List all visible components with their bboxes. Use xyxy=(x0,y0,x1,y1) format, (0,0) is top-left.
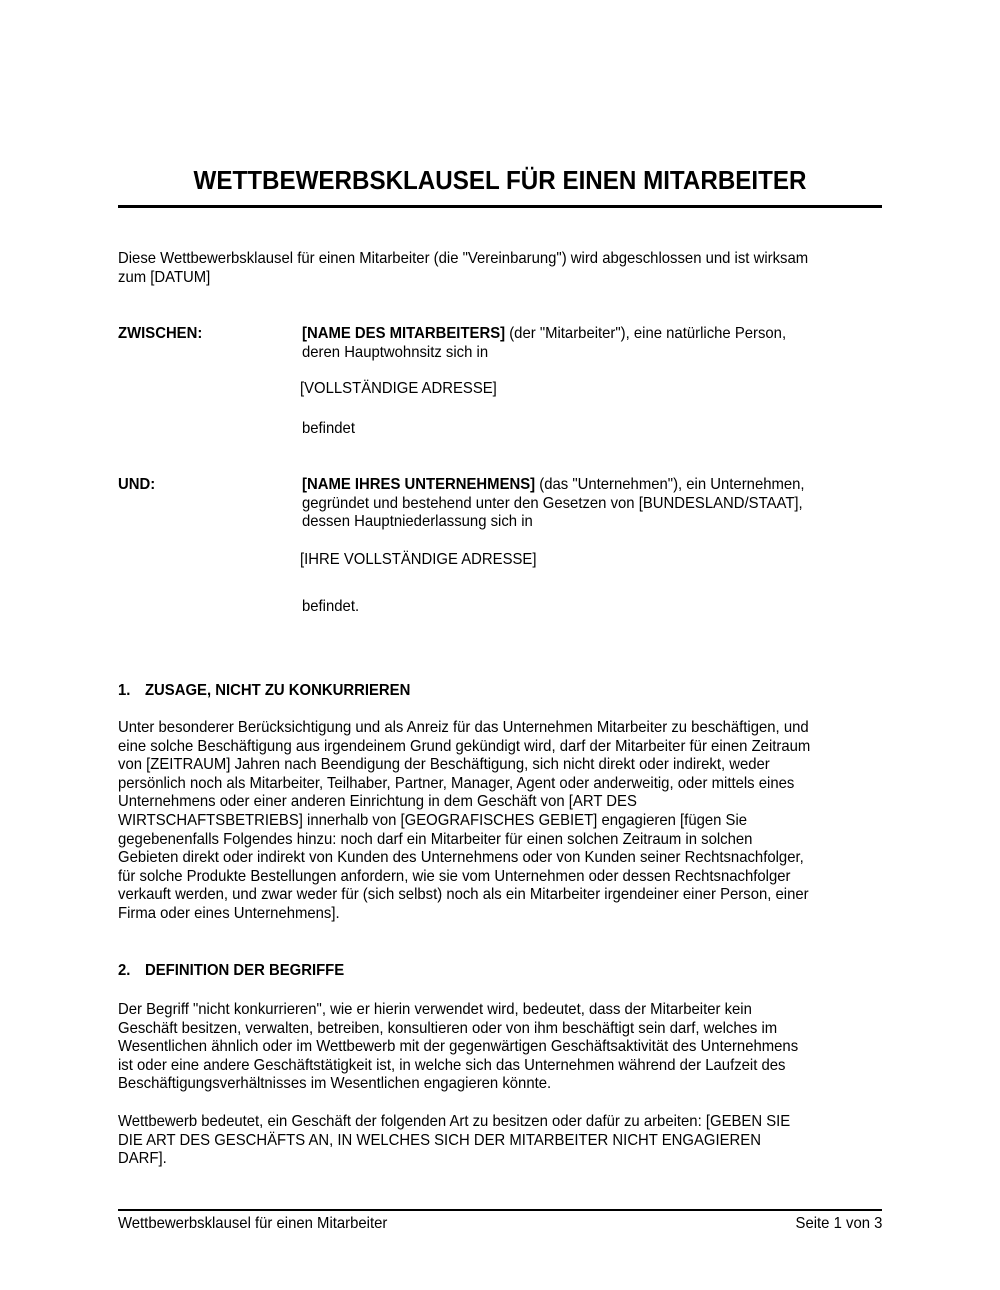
section-2-title: DEFINITION DER BEGRIFFE xyxy=(144,962,345,979)
intro-paragraph xyxy=(118,250,860,287)
paragraph-line: Der Begriff "nicht konkurrieren", wie er hierin verwendet wird, bedeutet, dass der Mitarbeiter kein xyxy=(118,1001,752,1018)
party-and-closing xyxy=(302,598,363,617)
party-label-and: UND: xyxy=(118,476,156,493)
party-between-line1 xyxy=(302,325,786,344)
section-1-title: ZUSAGE, NICHT ZU KONKURRIEREN xyxy=(144,682,411,699)
paragraph-line: von [ZEITRAUM] Jahren nach Beendigung der Beschäftigung, sich nicht direkt oder indirekt, weder xyxy=(118,756,770,774)
section-2-heading xyxy=(118,962,344,981)
paragraph-line: WIRTSCHAFTSBETRIEBS] innerhalb von [GEOGRAFISCHES GEBIET] engagieren [fügen Sie xyxy=(118,811,748,829)
footer-divider xyxy=(118,1209,882,1211)
company-address-text: [IHRE VOLLSTÄNDIGE ADRESSE] xyxy=(300,551,537,568)
section-1-paragraph xyxy=(118,719,862,924)
employee-address-text: [VOLLSTÄNDIGE ADRESSE] xyxy=(300,380,497,397)
party-between-closing xyxy=(302,420,359,439)
party-between-closing-text: befindet xyxy=(302,420,355,437)
section-2-paragraph-2 xyxy=(118,1113,841,1169)
paragraph-line: Wesentlichen ähnlich oder im Wettbewerb mit der gegenwärtigen Geschäftsaktivität des Unternehmens xyxy=(118,1038,799,1056)
party-and-line1-rest: (das "Unternehmen"), ein Unternehmen, xyxy=(535,476,805,493)
company-name-placeholder: [NAME IHRES UNTERNEHMENS] xyxy=(302,476,536,493)
party-and-closing-text: befindet. xyxy=(302,598,360,615)
paragraph-line: Unternehmens oder einer anderen Einrichtung in dem Geschäft von [ART DES xyxy=(118,793,637,811)
title-divider xyxy=(118,205,882,208)
footer-page-number: Seite 1 von 3 xyxy=(795,1215,882,1232)
section-1-heading xyxy=(118,682,410,701)
party-and-line2: gegründet und bestehend unter den Gesetzen von [BUNDESLAND/STAAT], xyxy=(302,494,803,512)
party-between-text xyxy=(302,325,823,362)
employee-address-placeholder xyxy=(300,380,512,399)
employee-name-placeholder: [NAME DES MITARBEITERS] xyxy=(302,325,506,342)
section-2-number: 2. xyxy=(118,962,131,979)
document-title: WETTBEWERBSKLAUSEL FÜR EINEN MITARBEITER xyxy=(193,165,807,195)
paragraph-line: DARF]. xyxy=(118,1150,167,1168)
paragraph-line: Firma oder eines Unternehmens]. xyxy=(118,904,340,922)
party-between-line2: deren Hauptwohnsitz sich in xyxy=(302,343,489,361)
party-label-between: ZWISCHEN: xyxy=(118,325,203,342)
party-and-line1 xyxy=(302,476,805,495)
intro-line: zum [DATUM] xyxy=(118,268,211,286)
paragraph-line: verkauft werden, und zwar weder für (sich selbst) noch als ein Mitarbeiter irgendeiner einer Person, einer xyxy=(118,886,809,904)
company-address-placeholder xyxy=(300,551,554,570)
intro-line: Diese Wettbewerbsklausel für einen Mitarbeiter (die "Vereinbarung") wird abgeschlossen und ist wirksam xyxy=(118,250,809,267)
paragraph-line: DIE ART DES GESCHÄFTS AN, IN WELCHES SICH DER MITARBEITER NICHT ENGAGIEREN xyxy=(118,1131,761,1149)
party-and-line3: dessen Hauptniederlassung sich in xyxy=(302,513,533,531)
paragraph-line: eine solche Beschäftigung aus irgendeinem Grund gekündigt wird, darf der Mitarbeiter für einen Zeitraum xyxy=(118,737,811,755)
paragraph-line: Beschäftigungsverhältnisses im Wesentlichen engagieren könnte. xyxy=(118,1075,552,1093)
paragraph-line: Unter besonderer Berücksichtigung und als Anreiz für das Unternehmen Mitarbeiter zu beschäftigen, und xyxy=(118,719,809,736)
party-between-line1-rest: (der "Mitarbeiter"), eine natürliche Person, xyxy=(505,325,787,342)
paragraph-line: Gebieten direkt oder indirekt von Kunden des Unternehmens oder von Kunden seiner Rechtsnachfolger, xyxy=(118,849,804,867)
paragraph-line: persönlich noch als Mitarbeiter, Teilhaber, Partner, Manager, Agent oder anderweitig, oder mittels eines xyxy=(118,774,795,792)
section-1-number: 1. xyxy=(118,682,131,699)
paragraph-line: Wettbewerb bedeutet, ein Geschäft der folgenden Art zu besitzen oder dafür zu arbeiten: [GEBEN SIE xyxy=(118,1113,791,1130)
paragraph-line: für solche Produkte Bestellungen anfordern, wie sie vom Unternehmen oder dessen Rechtsnachfolger xyxy=(118,867,791,885)
paragraph-line: gegebenenfalls Folgendes hinzu: noch darf ein Mitarbeiter für einen solchen Zeitraum in solchen xyxy=(118,830,753,848)
party-and-text xyxy=(302,476,842,532)
paragraph-line: ist oder eine andere Geschäftstätigkeit ist, in welche sich das Unternehmen während der Laufzeit des xyxy=(118,1056,786,1074)
section-2-paragraph-1 xyxy=(118,1001,849,1094)
footer-document-name: Wettbewerbsklausel für einen Mitarbeiter xyxy=(118,1215,388,1232)
paragraph-line: Geschäft besitzen, verwalten, betreiben, konsultieren oder von ihm beschäftigt sein darf, welches im xyxy=(118,1019,778,1037)
